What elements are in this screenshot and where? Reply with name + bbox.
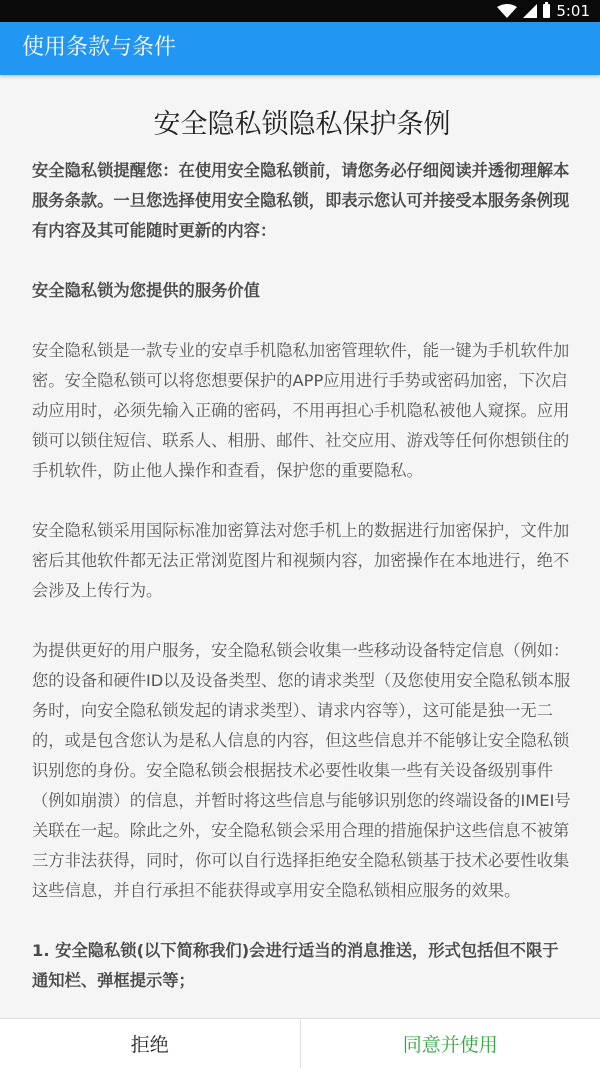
status-bar xyxy=(0,0,600,22)
battery-icon xyxy=(543,4,550,18)
action-bar xyxy=(0,1018,600,1068)
list-item-push-notifications: 1. 安全隐私锁(以下简称我们)会进行适当的消息推送，形式包括但不限于通知栏、弹框提示等； xyxy=(32,936,572,996)
reject-button[interactable]: 拒绝 xyxy=(0,1019,301,1068)
wifi-icon xyxy=(497,4,517,18)
status-time: 5:01 xyxy=(556,2,590,20)
paragraph-encryption: 安全隐私锁采用国际标准加密算法对您手机上的数据进行加密保护，文件加密后其他软件都无法正常浏览图片和视频内容，加密操作在本地进行，绝不会涉及上传行为。 xyxy=(32,516,572,606)
signal-icon xyxy=(523,4,537,18)
intro-paragraph: 安全隐私锁提醒您：在使用安全隐私锁前，请您务必仔细阅读并透彻理解本服务条款。一旦您选择使用安全隐私锁，即表示您认可并接受本服务条例现有内容及其可能随时更新的内容： xyxy=(32,156,572,246)
page-title: 使用条款与条件 xyxy=(22,34,176,62)
terms-content[interactable] xyxy=(0,75,600,1018)
document-title: 安全隐私锁隐私保护条例 xyxy=(32,107,572,143)
paragraph-data-collection: 为提供更好的用户服务，安全隐私锁会收集一些移动设备特定信息（例如：您的设备和硬件ID以及设备类型、您的请求类型（及您使用安全隐私锁本服务时，向安全隐私锁发起的请求类型）、请求内容等），这可能是独一无二的，或是包含您认为是私人信息的内容，但这些信息并不能够让安全隐私锁识别您的身份。安全隐私锁会根据技术必要性收集一些有关设备级别事件（例如崩溃）的信息，并暂时将这些信息与能够识别您的终端设备的IMEI号关联在一起。除此之外，安全隐私锁会采用合理的措施保护这些信息不被第三方非法获得，同时，你可以自行选择拒绝安全隐私锁基于技术必要性收集这些信息，并自行承担不能获得或享用安全隐私锁相应服务的效果。 xyxy=(32,636,572,906)
agree-and-use-button[interactable]: 同意并使用 xyxy=(301,1019,600,1068)
app-bar xyxy=(0,22,600,75)
status-icons xyxy=(497,0,590,22)
paragraph-service-value: 安全隐私锁是一款专业的安卓手机隐私加密管理软件，能一键为手机软件加密。安全隐私锁可以将您想要保护的APP应用进行手势或密码加密，下次启动应用时，必须先输入正确的密码，不用再担心手机隐私被他人窥探。应用锁可以锁住短信、联系人、相册、邮件、社交应用、游戏等任何你想锁住的手机软件，防止他人操作和查看，保护您的重要隐私。 xyxy=(32,336,572,486)
section-heading: 安全隐私锁为您提供的服务价值 xyxy=(32,276,572,306)
